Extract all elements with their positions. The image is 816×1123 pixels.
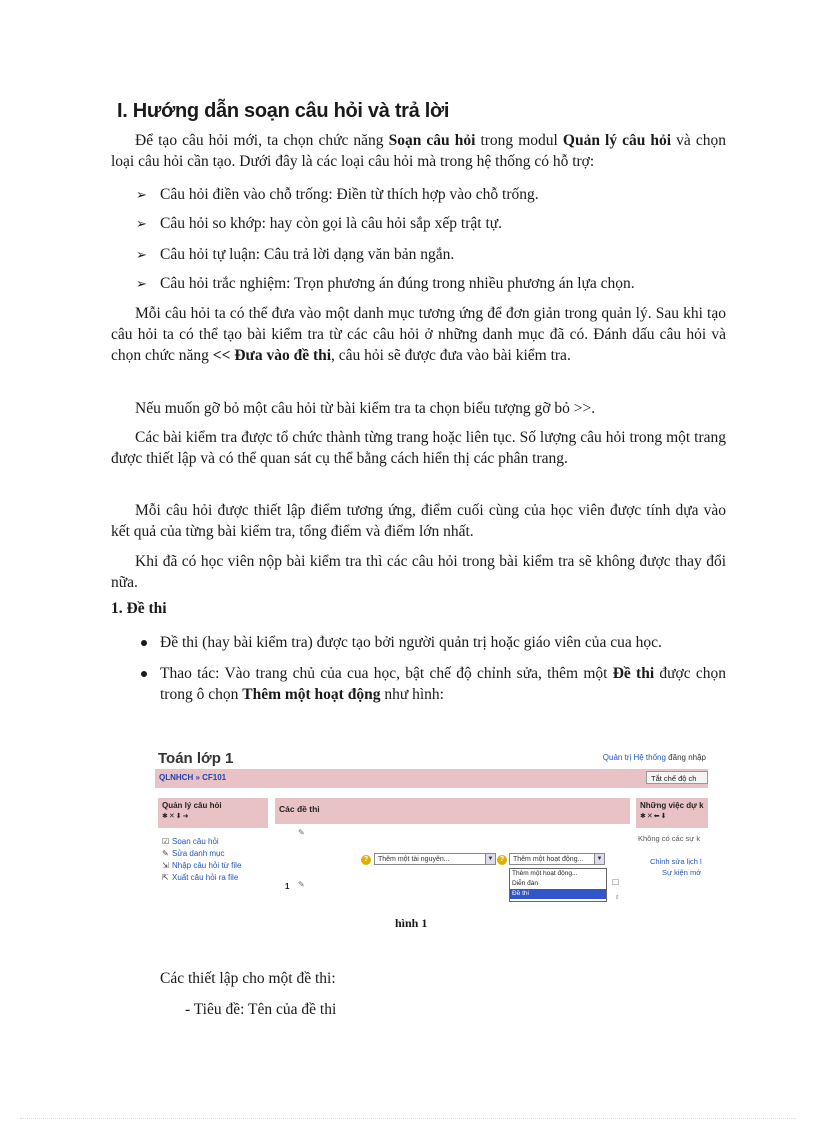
navbar: [155, 769, 708, 788]
breadcrumb[interactable]: QLNHCH » CF101: [159, 773, 227, 782]
bullet-bold-exam: Đề thi: [612, 665, 655, 682]
block-controls-icon[interactable]: ✱✕⬇➜: [162, 813, 190, 820]
exam-bullet: [138, 663, 726, 705]
add-activity-select[interactable]: [509, 853, 605, 865]
dropdown-option[interactable]: Diễn đàn: [512, 880, 539, 887]
type-item-text: Câu hỏi tự luận: Câu trả lời dạng văn bản ngắn.: [160, 246, 455, 263]
arrow-bullet-icon: ➢: [136, 247, 147, 262]
menu-item-label: Xuất câu hỏi ra file: [172, 873, 239, 882]
intro-paragraph: [111, 130, 726, 172]
type-item-text: Câu hỏi điền vào chỗ trống: Điền từ thích hợp vào chỗ trống.: [160, 186, 539, 203]
intro-text-end: và chọn loại câu hỏi cần tạo. Dưới đây là các loại câu hỏi mà trong hệ thống có hỗ trợ:: [111, 132, 726, 170]
bullet-text-part: được chọn trong ô chọn: [160, 665, 727, 703]
intro-text: Để tạo câu hỏi mới, ta chọn chức năng: [135, 132, 389, 149]
help-icon[interactable]: ?: [361, 855, 371, 865]
para2-text-end: , câu hỏi sẽ được đưa vào bài kiểm tra.: [331, 347, 571, 364]
dropdown-option-selected[interactable]: Đề thi: [510, 889, 606, 899]
menu-item[interactable]: [162, 836, 268, 848]
question-manager-block: [158, 798, 268, 898]
para2-bold: << Đưa vào đề thi: [212, 347, 332, 364]
bullet-text-part: như hình:: [380, 686, 444, 703]
settings-item: - Tiêu đề: Tên của đề thi: [185, 1001, 337, 1018]
arrow-bullet-icon: ➢: [136, 187, 147, 202]
new-event-link[interactable]: Sự kiện mớ: [662, 868, 702, 877]
section-heading: I. Hướng dẫn soạn câu hỏi và trả lời: [117, 100, 450, 122]
edit-icon[interactable]: ✎: [298, 828, 305, 837]
block-header: [636, 798, 708, 828]
activity-dropdown-list: [509, 868, 607, 902]
bullet-bold-activity: Thêm một hoạt động: [242, 686, 381, 703]
select-value: Thêm một tài nguyên...: [378, 856, 450, 863]
bullet-dot-icon: [141, 640, 147, 646]
upcoming-events-block: [636, 798, 708, 906]
dropdown-option[interactable]: Thêm một hoạt động...: [512, 870, 578, 877]
type-item: [138, 213, 728, 234]
menu-item-label: Soạn câu hỏi: [172, 837, 219, 846]
exams-header: Các đề thi: [275, 798, 630, 824]
paragraph-categories: [111, 303, 726, 366]
paragraph-lock: Khi đã có học viên nộp bài kiểm tra thì các câu hỏi trong bài kiểm tra sẽ không được thay đổi nữa.: [111, 553, 726, 591]
intro-bold-module: Quản lý câu hỏi: [562, 132, 672, 149]
menu-item[interactable]: [162, 860, 268, 872]
type-item-text: Câu hỏi trắc nghiệm: Trọn phương án đúng trong nhiều phương án lựa chọn.: [160, 275, 635, 292]
select-value: Thêm một hoạt động...: [513, 856, 584, 863]
block-controls-icon[interactable]: ✱✕⬅⬇: [640, 813, 668, 820]
exam-bullet-text: Đề thi (hay bài kiểm tra) được tạo bởi người quản trị hoặc giáo viên của cua học.: [160, 634, 662, 651]
menu-item[interactable]: [162, 872, 268, 884]
page-footer-divider: [20, 1118, 796, 1119]
chevron-down-icon: ▼: [485, 854, 495, 864]
exam-bullet-text: [138, 663, 726, 705]
block-title: Những việc dự k: [640, 801, 704, 810]
exam-bullet: [138, 632, 726, 653]
type-item: [138, 184, 728, 205]
embedded-screenshot: [155, 742, 708, 906]
paragraph-scores: Mỗi câu hỏi được thiết lập điểm tương ứng, điểm cuối cùng của học viên được tính dựa vào kết quả của từng bài kiểm tra, tổng điểm và điểm lớn nhất.: [111, 502, 726, 540]
type-item: [138, 273, 728, 294]
login-text: đăng nhập: [665, 753, 706, 762]
subsection-title: 1. Đề thi: [111, 600, 167, 617]
paragraph-pages: Các bài kiểm tra được tổ chức thành từng trang hoặc liên tục. Số lượng câu hỏi trong một trang được thiết lập và có thể quan sát cụ thể bằng cách hiển thị các phân trang.: [111, 429, 726, 467]
add-resource-select[interactable]: [374, 853, 496, 865]
type-item: [138, 244, 728, 265]
block-title: Quản lý câu hỏi: [162, 801, 222, 810]
import-icon: ⇲: [162, 861, 169, 870]
edit-icon: ✎: [162, 849, 169, 858]
arrow-bullet-icon: ➢: [136, 216, 147, 231]
intro-text-mid: trong modul: [475, 132, 563, 149]
figure-caption: hình 1: [395, 916, 428, 930]
paragraph-remove: Nếu muốn gỡ bỏ một câu hỏi từ bài kiểm tra ta chọn biểu tượng gỡ bỏ >>.: [135, 400, 596, 417]
toggle-edit-button[interactable]: Tắt chế độ ch: [646, 771, 708, 784]
bullet-text-part: Thao tác: Vào trang chủ của cua học, bật chế độ chỉnh sửa, thêm một: [160, 665, 613, 682]
help-icon[interactable]: ?: [497, 855, 507, 865]
para2-text: Mỗi câu hỏi ta có thể đưa vào một danh mục tương ứng để đơn giản trong quản lý. Sau khi tạo câu hỏi ta có thể tạo bài kiểm tra từ các câu hỏi ở những danh mục đã có. Đánh dấu câu hỏi và chọn chức năng: [111, 305, 726, 364]
block-header: [158, 798, 268, 828]
menu-item-label: Nhập câu hỏi từ file: [172, 861, 242, 870]
top-links: [603, 753, 706, 762]
edit-icon[interactable]: ✎: [298, 880, 305, 889]
settings-intro: Các thiết lập cho một đề thi:: [160, 970, 336, 987]
intro-bold-compose: Soạn câu hỏi: [388, 132, 476, 149]
type-item-text: Câu hỏi so khớp: hay còn gọi là câu hỏi sắp xếp trật tự.: [160, 215, 503, 232]
edit-calendar-link[interactable]: Chỉnh sửa lịch l: [650, 857, 702, 866]
box-icon[interactable]: ☐: [612, 878, 620, 887]
menu-item-label: Sửa danh mục: [172, 849, 225, 858]
admin-link[interactable]: Quản trị Hệ thống: [602, 753, 666, 762]
checkbox-icon: ☑: [162, 837, 170, 846]
no-events-text: Không có các sự k: [638, 834, 701, 843]
arrow-bullet-icon: ➢: [136, 276, 147, 291]
course-title: Toán lớp 1: [158, 750, 234, 767]
bullet-dot-icon: [141, 671, 147, 677]
export-icon: ⇱: [162, 873, 169, 882]
bulb-icon[interactable]: ♁: [614, 892, 620, 901]
chevron-down-icon: ▼: [594, 854, 604, 864]
menu-item[interactable]: [162, 848, 268, 860]
section-number: 1: [285, 882, 290, 891]
